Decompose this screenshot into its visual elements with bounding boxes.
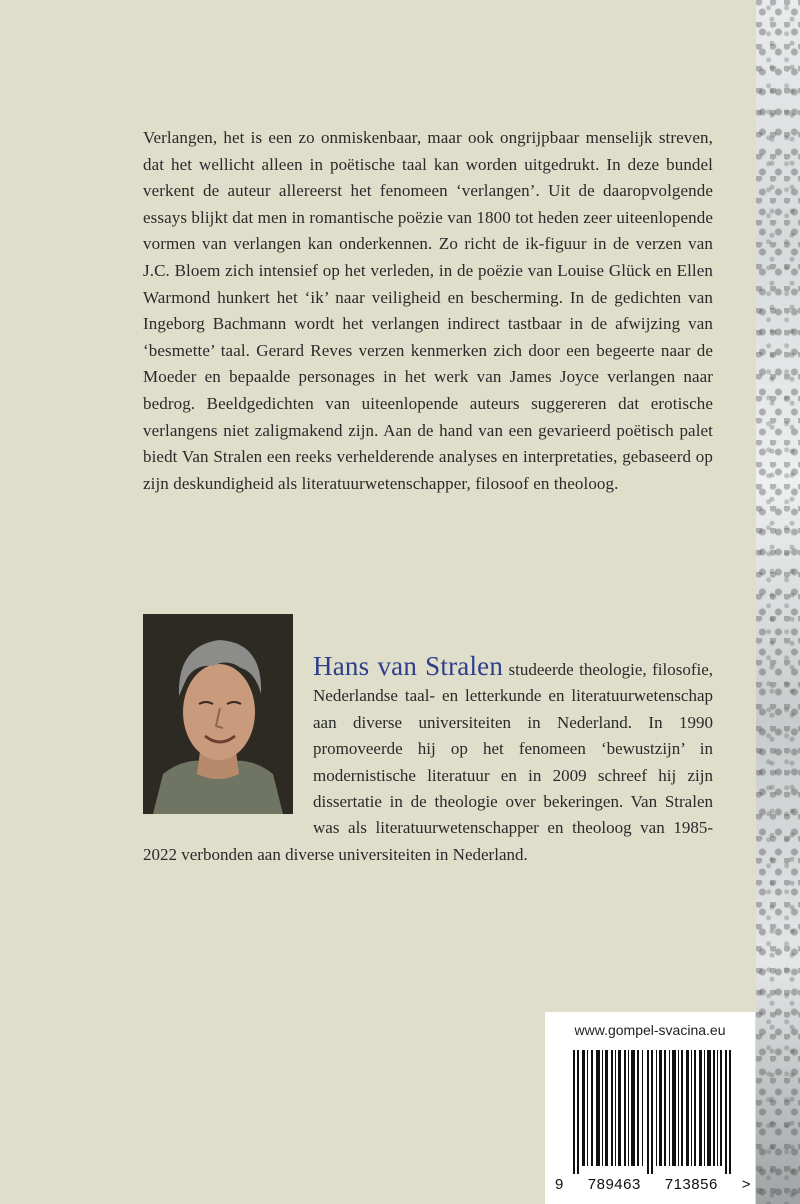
back-cover-blurb: Verlangen, het is een zo onmiskenbaar, maar ook ongrijpbaar menselijk streven, dat het wellicht alleen in poëtische taal kan worden uitgedrukt. In deze bundel verkent de auteur allereerst het fenomeen ‘verlangen’. Uit de daaropvolgende essays blijkt dat men in romantische poëzie van 1800 tot heden zeer uiteenlopende vormen van verlangen kan onderkennen. Zo richt de ik-figuur in de verzen van J.C. Bloem zich intensief op het verleden, in de poëzie van Louise Glück en Ellen Warmond hunkert het ‘ik’ naar veiligheid en bescherming. In de gedichten van Ingeborg Bachmann wordt het verlangen indirect tastbaar in de afwijzing van ‘besmette’ taal. Gerard Reves verzen kenmerken zich door een begeerte naar de Moeder en bepaalde personages in het werk van James Joyce verlangen naar bedrog. Beeldgedichten van uiteenlopende auteurs suggereren dat erotische verlangens niet zaligmakend zijn. Aan de hand van een gevarieerd poëtisch palet biedt Van Stralen een reeks verhelderende analyses en interpretaties, gebaseerd op zijn deskundigheid als literatuurwetenschapper, filosoof en theoloog. bbox=[143, 128, 713, 493]
author-name: Hans van Stralen bbox=[313, 651, 504, 681]
isbn-group-1: 789463 bbox=[587, 1176, 641, 1193]
author-bio bbox=[143, 653, 713, 868]
isbn-prefix: 9 bbox=[555, 1176, 564, 1193]
barcode-panel bbox=[545, 1012, 755, 1204]
isbn-number bbox=[555, 1176, 751, 1193]
cover-edge-texture bbox=[756, 0, 800, 1204]
author-bio-text: studeerde theologie, filosofie, Nederlandse taal- en letterkunde en literatuurwetenschap aan diverse universiteiten in Nederland. In 1990 promoveerde hij op het fenomeen ‘bewustzijn’ in modernistische literatuur en in 2009 schreef hij zijn dissertatie in de theologie over bekeringen. Van Stralen was als literatuurwetenschapper en theoloog van 1985-2022 verbonden aan diverse universiteiten in Nederland. bbox=[143, 660, 714, 864]
publisher-website: www.gompel-svacina.eu bbox=[574, 1022, 726, 1038]
isbn-quiet-zone-marker: > bbox=[741, 1176, 751, 1193]
isbn-group-2: 713856 bbox=[664, 1176, 718, 1193]
isbn-barcode bbox=[573, 1050, 733, 1174]
